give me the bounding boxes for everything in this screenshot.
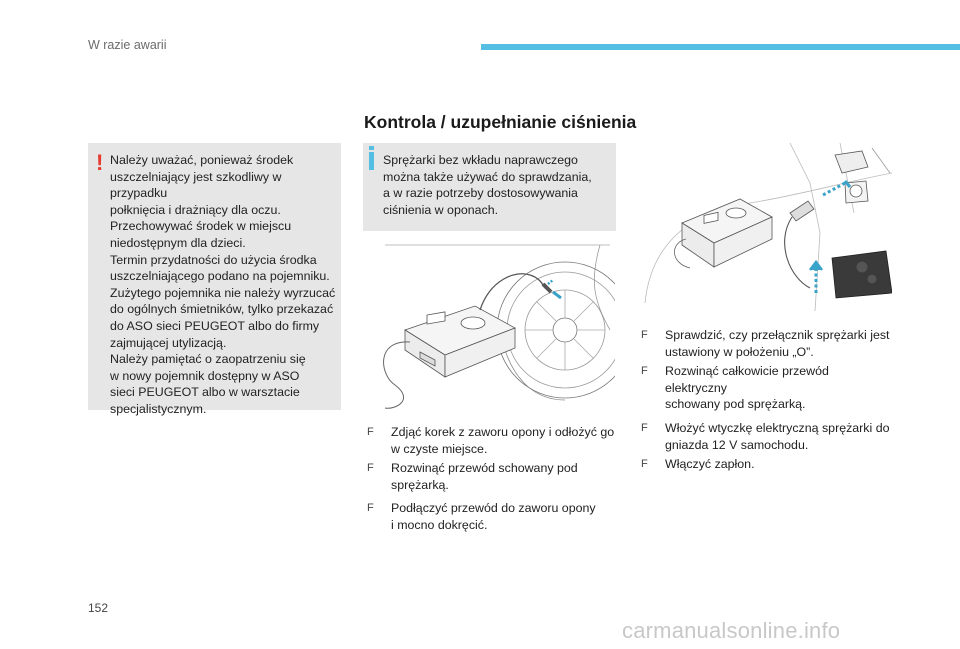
list-item	[641, 420, 893, 453]
watermark: carmanualsonline.info	[622, 618, 841, 643]
step-line: Rozwinąć całkowicie przewód elektryczny	[665, 364, 829, 395]
warning-line: do ogólnych śmietników, tylko przekazać	[110, 302, 334, 317]
warning-line: w nowy pojemnik dostępny w ASO	[110, 368, 300, 383]
info-line: Sprężarki bez wkładu naprawczego	[383, 153, 578, 167]
ignition-key	[832, 251, 892, 298]
step-line: Sprawdzić, czy przełącznik sprężarki jest	[665, 328, 890, 342]
info-line: można także używać do sprawdzania,	[383, 169, 592, 184]
steps-left-list	[367, 424, 615, 537]
step-line: gniazda 12 V samochodu.	[665, 437, 809, 452]
step-line: Zdjąć korek z zaworu opony i odłożyć go	[391, 425, 615, 439]
bullet-icon: F	[367, 462, 374, 475]
plug	[790, 201, 814, 221]
warning-text	[110, 152, 338, 418]
step-line: ustawiony w położeniu „O”.	[665, 344, 814, 359]
warning-line: do ASO sieci PEUGEOT albo do firmy	[110, 318, 320, 333]
compressor-tyre-illustration	[365, 240, 615, 410]
compressor-socket-illustration	[640, 143, 892, 311]
bullet-icon: F	[641, 329, 648, 341]
info-line: a w razie potrzeby dostosowywania	[383, 186, 578, 201]
warning-line: specjalistycznym.	[110, 401, 207, 416]
exclamation-icon: !	[96, 150, 104, 175]
step-line: sprężarką.	[391, 477, 449, 492]
warning-line: Należy uważać, ponieważ środek	[110, 153, 294, 167]
list-item	[641, 456, 893, 473]
info-text	[383, 152, 611, 218]
step-line: w czyste miejsce.	[391, 441, 488, 456]
bullet-icon: F	[641, 458, 648, 471]
bullet-icon: F	[641, 365, 648, 378]
section-accent-bar	[481, 44, 960, 50]
list-item	[641, 327, 893, 360]
step-line: Włączyć zapłon.	[665, 457, 755, 472]
list-item	[641, 363, 893, 413]
warning-box	[88, 143, 341, 416]
steps-right-list	[641, 327, 893, 476]
compressor-body	[682, 199, 772, 267]
warning-line: Należy pamiętać o zaopatrzeniu się	[110, 352, 306, 367]
info-line: ciśnienia w oponach.	[383, 202, 499, 217]
step-line: Włożyć wtyczkę elektryczną sprężarki do	[665, 420, 890, 435]
page-number: 152	[88, 601, 109, 615]
warning-line: sieci PEUGEOT albo w warsztacie	[110, 385, 300, 400]
info-icon	[369, 152, 374, 170]
page-heading: Kontrola / uzupełnianie ciśnienia	[364, 112, 637, 132]
warning-line: uszczelniający jest szkodliwy w przypadku	[110, 169, 282, 201]
step-line: i mocno dokręcić.	[391, 517, 488, 532]
warning-line: Przechowywać środek w miejscu	[110, 219, 292, 234]
bullet-icon: F	[367, 502, 374, 515]
step-line: schowany pod sprężarką.	[665, 397, 806, 412]
step-line: Podłączyć przewód do zaworu opony	[391, 501, 596, 516]
warning-line: Zużytego pojemnika nie należy wyrzucać	[110, 285, 336, 300]
warning-line: połknięcia i drażniący dla oczu.	[110, 202, 281, 217]
bullet-icon: F	[367, 426, 374, 438]
list-item	[367, 424, 615, 457]
bullet-icon: F	[641, 421, 648, 434]
section-title: W razie awarii	[88, 38, 167, 52]
list-item	[367, 500, 615, 533]
list-item	[367, 460, 615, 493]
warning-line: uszczelniającego podano na pojemniku.	[110, 269, 330, 284]
step-line: Rozwinąć przewód schowany pod	[391, 461, 578, 476]
warning-line: zajmującej utylizacją.	[110, 335, 227, 350]
socket	[835, 151, 868, 203]
warning-line: niedostępnym dla dzieci.	[110, 235, 246, 250]
warning-line: Termin przydatności do użycia środka	[110, 252, 317, 267]
info-box	[363, 143, 616, 231]
